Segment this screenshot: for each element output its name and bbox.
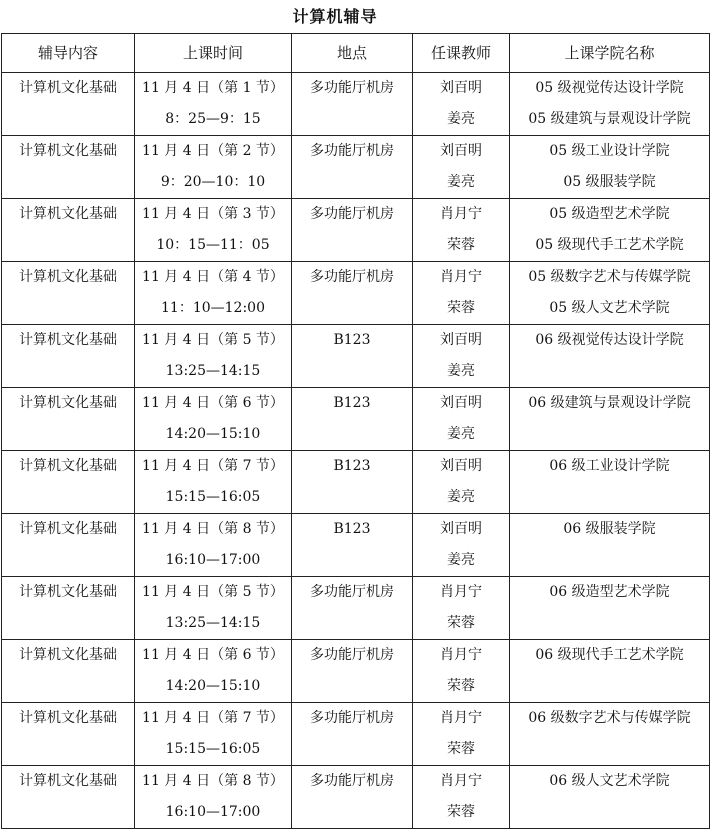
cell-location xyxy=(292,514,413,577)
cell-time-text: 11 月 4 日（第 7 节） xyxy=(142,710,284,726)
table-row xyxy=(2,262,710,325)
cell-location-text: B123 xyxy=(333,458,371,474)
cell-college-text: 06 级工业设计学院 xyxy=(549,458,670,474)
cell-time-text: 11：10—12:00 xyxy=(161,300,265,316)
cell-college xyxy=(510,136,710,199)
cell-time-text: 16:10—17:00 xyxy=(165,804,261,820)
cell-college-text: 05 级现代手工艺术学院 xyxy=(535,237,684,253)
cell-teacher-text: 荣蓉 xyxy=(447,741,475,757)
cell-college-text: 06 级视觉传达设计学院 xyxy=(535,332,684,348)
cell-time-text: 11 月 4 日（第 7 节） xyxy=(142,458,284,474)
table-row xyxy=(2,766,710,829)
cell-college xyxy=(510,199,710,262)
cell-teacher xyxy=(413,388,510,451)
cell-content-text: 计算机文化基础 xyxy=(19,395,117,411)
cell-college-text: 05 级建筑与景观设计学院 xyxy=(528,111,691,127)
cell-time-text: 14:20—15:10 xyxy=(165,678,261,694)
cell-content xyxy=(2,514,135,577)
cell-time xyxy=(135,766,292,829)
cell-teacher-text: 荣蓉 xyxy=(447,300,475,316)
cell-teacher-text: 姜亮 xyxy=(447,111,475,127)
cell-content xyxy=(2,199,135,262)
cell-time xyxy=(135,325,292,388)
cell-teacher xyxy=(413,451,510,514)
cell-teacher-text: 刘百明 xyxy=(440,332,482,348)
cell-time-text: 13:25—14:15 xyxy=(165,363,261,379)
cell-time-text: 11 月 4 日（第 5 节） xyxy=(142,584,284,600)
table-row xyxy=(2,73,710,136)
cell-teacher-text: 肖月宁 xyxy=(440,584,482,600)
cell-location xyxy=(292,766,413,829)
cell-content-text: 计算机文化基础 xyxy=(19,773,117,789)
cell-time xyxy=(135,514,292,577)
cell-content-text: 计算机文化基础 xyxy=(19,647,117,663)
cell-location-text: 多功能厅机房 xyxy=(310,269,394,285)
cell-college-text xyxy=(510,545,709,576)
cell-teacher-text: 刘百明 xyxy=(440,521,482,537)
header-location: 地点 xyxy=(292,34,413,73)
cell-location xyxy=(292,199,413,262)
cell-time-text: 11 月 4 日（第 6 节） xyxy=(142,395,284,411)
cell-teacher-text: 肖月宁 xyxy=(440,647,482,663)
cell-teacher-text: 肖月宁 xyxy=(440,710,482,726)
cell-time-text: 14:20—15:10 xyxy=(165,426,261,442)
cell-teacher-text: 姜亮 xyxy=(447,426,475,442)
cell-teacher-text: 肖月宁 xyxy=(440,206,482,222)
cell-location xyxy=(292,73,413,136)
cell-college-text xyxy=(510,419,709,450)
header-college: 上课学院名称 xyxy=(510,34,710,73)
cell-college xyxy=(510,577,710,640)
cell-college-text xyxy=(510,482,709,513)
table-row xyxy=(2,199,710,262)
cell-location-text: 多功能厅机房 xyxy=(310,80,394,96)
cell-time-text: 11 月 4 日（第 4 节） xyxy=(142,269,284,285)
cell-time-text: 16:10—17:00 xyxy=(165,552,261,568)
cell-college xyxy=(510,451,710,514)
cell-college-text: 06 级现代手工艺术学院 xyxy=(535,647,684,663)
table-row xyxy=(2,640,710,703)
cell-location-text: B123 xyxy=(333,332,371,348)
cell-college xyxy=(510,73,710,136)
table-row xyxy=(2,577,710,640)
cell-college xyxy=(510,703,710,766)
cell-content-text: 计算机文化基础 xyxy=(19,206,117,222)
cell-college xyxy=(510,640,710,703)
cell-teacher-text: 刘百明 xyxy=(440,143,482,159)
cell-college xyxy=(510,262,710,325)
cell-time xyxy=(135,136,292,199)
cell-content-text: 计算机文化基础 xyxy=(19,80,117,96)
cell-content-text: 计算机文化基础 xyxy=(19,269,117,285)
cell-teacher xyxy=(413,766,510,829)
cell-teacher-text: 肖月宁 xyxy=(440,773,482,789)
cell-college-text xyxy=(510,671,709,702)
cell-location xyxy=(292,325,413,388)
cell-teacher xyxy=(413,136,510,199)
table-row xyxy=(2,451,710,514)
cell-location-text: 多功能厅机房 xyxy=(310,647,394,663)
table-row xyxy=(2,136,710,199)
cell-time-text: 11 月 4 日（第 5 节） xyxy=(142,332,284,348)
cell-time-text: 11 月 4 日（第 6 节） xyxy=(142,647,284,663)
cell-college-text: 06 级建筑与景观设计学院 xyxy=(528,395,691,411)
cell-college-text: 06 级造型艺术学院 xyxy=(549,584,670,600)
cell-college-text xyxy=(510,356,709,387)
cell-teacher xyxy=(413,514,510,577)
document-title: 计算机辅导 xyxy=(292,7,378,26)
cell-time xyxy=(135,703,292,766)
cell-content xyxy=(2,577,135,640)
cell-college-text xyxy=(510,797,709,828)
cell-teacher xyxy=(413,703,510,766)
cell-time xyxy=(135,577,292,640)
cell-location xyxy=(292,577,413,640)
cell-time-text: 8：25—9：15 xyxy=(165,111,261,127)
cell-time-text: 15:15—16:05 xyxy=(165,489,261,505)
cell-content-text: 计算机文化基础 xyxy=(19,584,117,600)
cell-college-text: 05 级人文艺术学院 xyxy=(549,300,670,316)
cell-teacher-text: 刘百明 xyxy=(440,395,482,411)
cell-time-text: 11 月 4 日（第 2 节） xyxy=(142,143,284,159)
cell-teacher-text: 姜亮 xyxy=(447,489,475,505)
cell-content xyxy=(2,73,135,136)
cell-teacher xyxy=(413,73,510,136)
cell-college xyxy=(510,388,710,451)
cell-content-text: 计算机文化基础 xyxy=(19,332,117,348)
cell-location xyxy=(292,262,413,325)
cell-location-text: 多功能厅机房 xyxy=(310,206,394,222)
cell-time xyxy=(135,388,292,451)
cell-college-text xyxy=(510,608,709,639)
cell-content xyxy=(2,640,135,703)
cell-content-text: 计算机文化基础 xyxy=(19,521,117,537)
cell-time xyxy=(135,451,292,514)
header-content: 辅导内容 xyxy=(2,34,135,73)
cell-location-text: B123 xyxy=(333,395,371,411)
cell-college xyxy=(510,766,710,829)
cell-college-text: 06 级数字艺术与传媒学院 xyxy=(528,710,691,726)
cell-time xyxy=(135,262,292,325)
cell-location-text: 多功能厅机房 xyxy=(310,143,394,159)
cell-college-text: 06 级人文艺术学院 xyxy=(549,773,670,789)
cell-college-text: 06 级服装学院 xyxy=(563,521,656,537)
cell-content xyxy=(2,136,135,199)
cell-time-text: 13:25—14:15 xyxy=(165,615,261,631)
cell-teacher xyxy=(413,199,510,262)
table-row xyxy=(2,388,710,451)
cell-content xyxy=(2,325,135,388)
cell-college-text: 05 级数字艺术与传媒学院 xyxy=(528,269,691,285)
header-row xyxy=(2,34,710,73)
cell-college-text: 05 级造型艺术学院 xyxy=(549,206,670,222)
cell-time xyxy=(135,73,292,136)
cell-location xyxy=(292,640,413,703)
cell-college xyxy=(510,325,710,388)
table-row xyxy=(2,514,710,577)
cell-location-text: B123 xyxy=(333,521,371,537)
cell-teacher-text: 肖月宁 xyxy=(440,269,482,285)
cell-time-text: 11 月 4 日（第 8 节） xyxy=(142,773,284,789)
cell-time-text: 9：20—10：10 xyxy=(160,174,266,190)
table-body xyxy=(2,73,710,829)
cell-content xyxy=(2,262,135,325)
cell-time-text: 11 月 4 日（第 3 节） xyxy=(142,206,284,222)
cell-teacher-text: 荣蓉 xyxy=(447,615,475,631)
cell-teacher xyxy=(413,640,510,703)
cell-time-text: 11 月 4 日（第 8 节） xyxy=(142,521,284,537)
schedule-table xyxy=(1,33,710,829)
cell-teacher-text: 姜亮 xyxy=(447,363,475,379)
table-row xyxy=(2,703,710,766)
cell-teacher-text: 姜亮 xyxy=(447,552,475,568)
cell-college xyxy=(510,514,710,577)
cell-location xyxy=(292,451,413,514)
cell-time-text: 10：15—11：05 xyxy=(156,237,270,253)
cell-content-text: 计算机文化基础 xyxy=(19,143,117,159)
cell-teacher xyxy=(413,325,510,388)
cell-location xyxy=(292,703,413,766)
cell-location-text: 多功能厅机房 xyxy=(310,584,394,600)
cell-teacher-text: 刘百明 xyxy=(440,80,482,96)
cell-content xyxy=(2,451,135,514)
cell-content xyxy=(2,766,135,829)
cell-time-text: 11 月 4 日（第 1 节） xyxy=(142,80,284,96)
cell-teacher-text: 姜亮 xyxy=(447,174,475,190)
cell-location-text: 多功能厅机房 xyxy=(310,710,394,726)
cell-teacher-text: 荣蓉 xyxy=(447,678,475,694)
header-teacher: 任课教师 xyxy=(413,34,510,73)
table-row xyxy=(2,325,710,388)
cell-teacher-text: 荣蓉 xyxy=(447,237,475,253)
cell-time xyxy=(135,199,292,262)
cell-college-text xyxy=(510,734,709,765)
cell-location xyxy=(292,388,413,451)
cell-content-text: 计算机文化基础 xyxy=(19,458,117,474)
cell-college-text: 05 级视觉传达设计学院 xyxy=(535,80,684,96)
cell-time-text: 15:15—16:05 xyxy=(165,741,261,757)
cell-teacher-text: 荣蓉 xyxy=(447,804,475,820)
cell-time xyxy=(135,640,292,703)
cell-content xyxy=(2,703,135,766)
cell-location-text: 多功能厅机房 xyxy=(310,773,394,789)
cell-location xyxy=(292,136,413,199)
cell-content-text: 计算机文化基础 xyxy=(19,710,117,726)
cell-teacher xyxy=(413,262,510,325)
cell-college-text: 05 级服装学院 xyxy=(563,174,656,190)
header-time: 上课时间 xyxy=(135,34,292,73)
cell-college-text: 05 级工业设计学院 xyxy=(549,143,670,159)
cell-teacher-text: 刘百明 xyxy=(440,458,482,474)
cell-content xyxy=(2,388,135,451)
cell-teacher xyxy=(413,577,510,640)
